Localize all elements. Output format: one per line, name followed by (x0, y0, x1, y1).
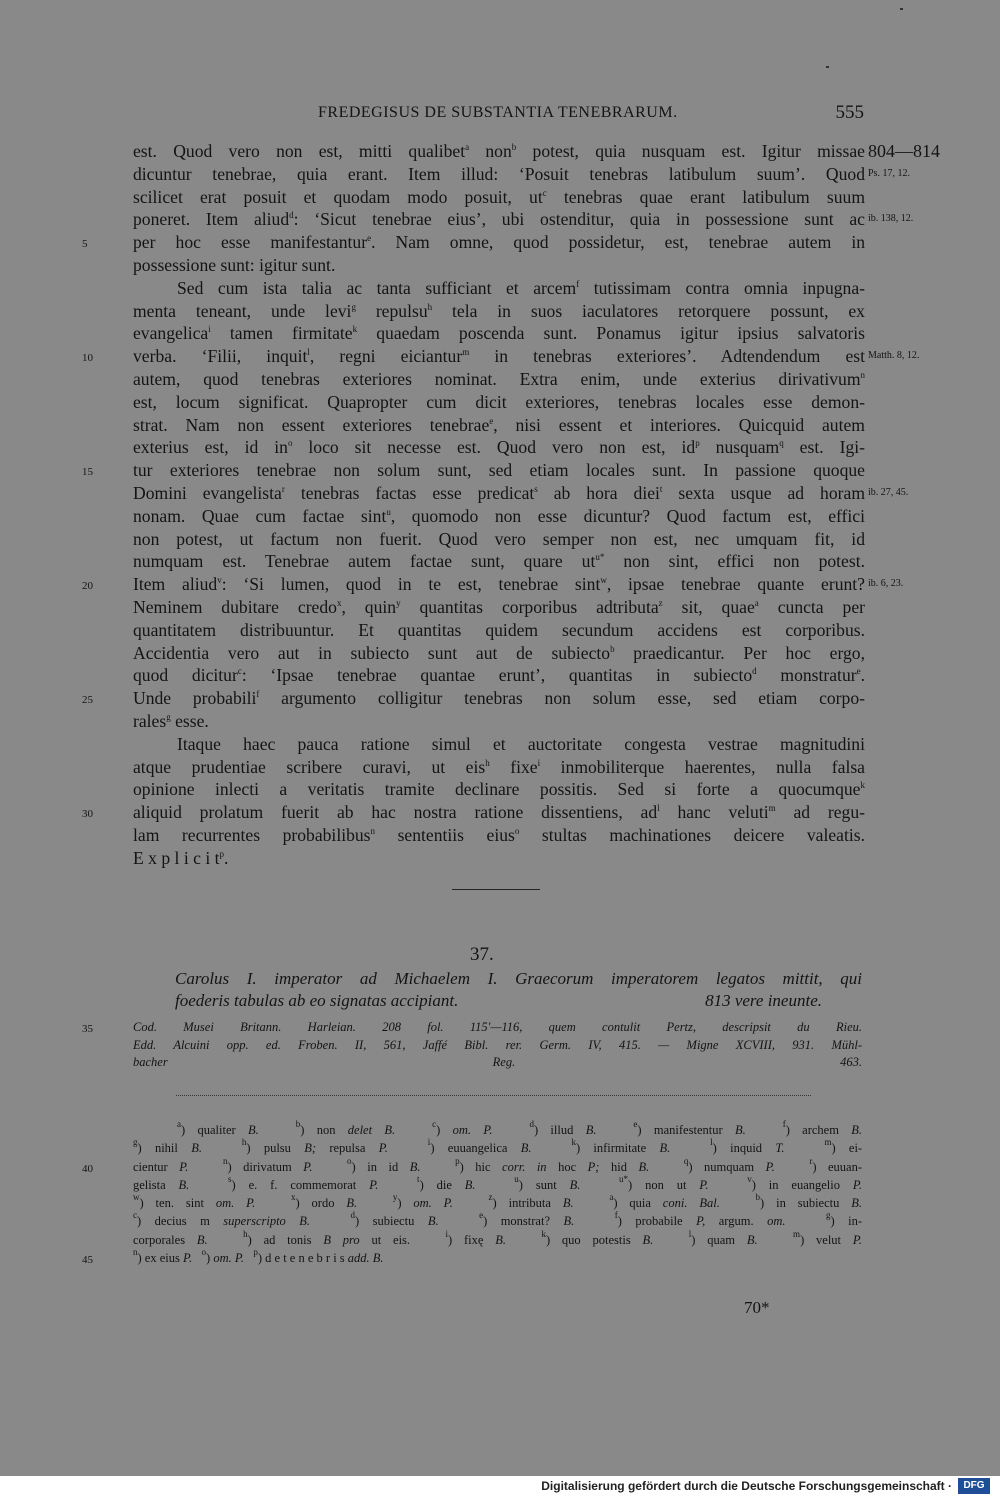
source-line (133, 1037, 862, 1055)
footnote-line (133, 1228, 863, 1249)
body-line (133, 300, 865, 323)
body-text: scilicet erat posuit et quodam modo posuit, $ut^c$ tenebras quae erant latibulum suum (133, 186, 866, 207)
line-number: 15 (82, 466, 93, 479)
source-line (82, 1019, 862, 1037)
scan-speck (826, 66, 829, 68)
section-divider (452, 889, 540, 890)
line-number: 35 (82, 1023, 93, 1035)
body-text: quantitatem distribuuntur. Et quantitas quidem secundum accidens est corporibus. (133, 619, 865, 640)
body-line (133, 528, 865, 551)
margin-reference: Ps. 17, 12. (868, 167, 910, 179)
line-number: 5 (82, 238, 88, 251)
body-line (133, 368, 865, 391)
source-line (133, 1054, 862, 1072)
body-line (133, 733, 865, 756)
body-text: menta teneant, unde levi$^g$ repulsu$^h$ tela in suos iaculatores retorquere possunt, ex (133, 300, 865, 321)
body-line (133, 254, 865, 277)
body-line (82, 459, 865, 482)
body-line (133, 756, 865, 779)
body-text: dicuntur tenebrae, quia erant. Item illud: ‘Posuit tenebras latibulum suum’. Quod (133, 163, 865, 184)
source-text: Edd. Alcuini opp. ed. Froben. II, 561, Jaffé Bibl. rer. Germ. IV, 415. — Migne XCVIII, 931. Mühl- (133, 1037, 862, 1052)
running-head (130, 104, 864, 128)
running-head-title: FREDEGISUS DE SUBSTANTIA TENEBRARUM. (318, 104, 678, 121)
body-line (133, 414, 865, 437)
document-title-line (175, 990, 862, 1012)
body-text: Sed cum ista talia ac tanta sufficiant et arcem$^f$ tutissimam contra omnia inpugna- (177, 277, 865, 298)
body-line (133, 186, 865, 209)
body-line (133, 710, 865, 733)
document-date: 813 vere ineunte. (705, 991, 822, 1010)
body-line (82, 573, 904, 596)
body-text: tur exteriores tenebrae non solum sunt, sed etiam locales sunt. In passione quoque (133, 460, 865, 481)
footnote-text: $^c$) decius m superscripto B. $^d$) subiectu B. $^e$) monstrat? B. $^f$) probabile P, argum. om. $^g$) in- (133, 1210, 862, 1229)
body-line (133, 550, 865, 573)
body-line (82, 231, 865, 254)
year-range: 804—814 (868, 141, 940, 161)
footnote-text: $^g$) nihil B. $^h$) pulsu B; repulsa P. $^i$) euuangelica B. $^k$) infirmitate B. $^l$) inquid T. $^m$) ei- (133, 1137, 863, 1156)
body-text: E x p l i c i $t^p$. (133, 847, 229, 868)
body-line (133, 140, 940, 163)
footnote-text: $^w$) ten. sint om. P. $^x$) ordo B. $^y$) om. P. $^z$) intributa B. $^a$) quia coni. Bal. $^b$) in subiectu B. (133, 1192, 863, 1211)
footnote-line (82, 1155, 863, 1176)
footnote-text: $^a$) qualiter B. $^b$) non delet B. $^c$) om. P. $^d$) illud B. $^e$) manifestentur B. $^f$) archem B. (177, 1119, 863, 1137)
line-number: 10 (82, 352, 93, 365)
body-line (133, 391, 865, 414)
line-number: 30 (82, 808, 93, 821)
footnote-separator (176, 1095, 811, 1096)
margin-reference: ib. 27, 45. (868, 486, 909, 498)
footnote-line (133, 1173, 863, 1194)
body-line (133, 505, 865, 528)
document-title (175, 968, 862, 1012)
body-text: Itaque haec pauca ratione simul et auctoritate congesta vestrae magnitudini (177, 733, 865, 754)
body-text: poneret. Item aliud$^d$: ‘Sicut tenebrae eius’, ubi ostenditur, quia in possessione sunt ac (133, 209, 865, 230)
body-text: Neminem dubitare credo$^x$, quin$^y$ quantitas corporibus adtributa$^z$ sit, quae$^a$ cuncta per (133, 596, 866, 617)
body-text: aliquid prolatum fuerit ab hac nostra ratione dissentiens, $ad^l$ hanc veluti$^m$ ad regu- (133, 802, 865, 823)
body-text: est. Quod vero non est, mitti qualibet$^a$ non$^b$ potest, quia nusquam est. Igitur missae (133, 141, 865, 161)
body-line (82, 687, 865, 710)
document-number: 37. (470, 944, 494, 965)
body-line (133, 642, 865, 665)
body-line (133, 163, 910, 186)
margin-reference: ib. 138, 12. (868, 213, 914, 225)
line-number: 40 (82, 1162, 93, 1175)
body-text: rales$^g$ esse. (133, 710, 209, 731)
document-title-line: Carolus I. imperator ad Michaelem I. Graecorum imperatorem legatos mittit, qui (175, 969, 862, 988)
body-line (133, 847, 865, 870)
margin-reference: Matth. 8, 12. (868, 350, 920, 362)
body-text: Domini evangelista$^r$ tenebras factas esse predicat$^s$ ab hora diei$^t$ sexta usque ad horam (133, 482, 866, 503)
body-text: per hoc esse manifestantur$^e$. Nam omne, quod possidetur, est, tenebrae autem in (133, 232, 865, 253)
body-text: numquam est. Tenebrae autem factae sunt, quare $ut^{u*}$ non sint, effici non potest. (133, 551, 865, 572)
source-notes (82, 1019, 862, 1072)
page-number: 555 (835, 102, 864, 123)
footer-bar (0, 1476, 1000, 1497)
footnote-text: cientur P. $^n$) dirivatum P. $^o$) in id B. $^p$) hic corr. in hoc P; hid B. $^q$) numquam P. $^r$) euuan- (133, 1155, 863, 1174)
footnote-text: $^n$) ex eius P. $^o$) om. P. $^p$) d e t e n e b r i s add. B. (133, 1247, 384, 1266)
body-text: possessione sunt: igitur sunt. (133, 254, 336, 275)
line-number: 20 (82, 580, 93, 593)
body-text: lam recurrentes probabilibus$^n$ sententiis eius$^o$ stultas machinationes deicere valeatis. (133, 824, 866, 845)
body-line (133, 277, 865, 300)
source-text: bacher Reg. 463. (133, 1055, 862, 1069)
body-text: exterius est, id $in^o$ loco sit necesse est. Quod vero non est, $id^p$ nusquam$^q$ est. Igi- (133, 437, 865, 458)
line-number: 45 (82, 1254, 93, 1267)
footnotes (82, 1119, 863, 1267)
margin-reference: ib. 6, 23. (868, 578, 904, 590)
body-text: verba. ‘Filii, inquit$^l$, regni eiciantur$^m$ in tenebras exteriores’. Adtendendum est (133, 346, 865, 367)
body-text: autem, quod tenebras exteriores nominat. Extra enim, unde exterius dirivativum$^n$ (133, 368, 865, 389)
footnote-text: corporales B. $^h$) ad tonis B pro ut eis. $^i$) fixę B. $^k$) quo potestis B. $^l$) quam B. $^m$) velut P. (133, 1228, 863, 1247)
body-line (133, 596, 865, 619)
footnote-line (133, 1139, 862, 1157)
body-text: Accidentia vero aut in subiecto sunt aut de subiecto$^b$ praedicantur. Per hoc ergo, (133, 642, 865, 663)
body-line (133, 436, 865, 459)
footnote-line (133, 1194, 862, 1212)
body-text: nonam. Quae cum factae sint$^u$, quomodo non esse dicuntur? Quod factum est, effici (133, 505, 865, 526)
document-title-text: foederis tabulas ab eo signatas accipiant. (175, 991, 459, 1010)
body-text: evangelica$^i$ tamen firmitate$^k$ quaedam poscenda sunt. Ponamus igitur ipsius salvatoris (133, 323, 866, 344)
body-text: atque prudentiae scribere curavi, ut eis$^h$ fixe$^i$ inmobiliterque haerentes, nulla falsa (133, 756, 865, 777)
body-text: non potest, ut factum non fuerit. Quod vero semper non est, nec umquam fit, id (133, 528, 865, 549)
scan-speck (900, 8, 903, 10)
body-text: Unde probabili$^f$ argumento colligitur tenebras non solum esse, sed etiam corpo- (133, 688, 865, 709)
footnote-line (82, 1247, 862, 1267)
body-line (133, 482, 909, 505)
footer-credit: Digitalisierung gefördert durch die Deutsche Forschungsgemeinschaft · (541, 1479, 952, 1493)
footnote-text: gelista B. $^s$) e. f. commemorat P. $^t$) die B. $^u$) sunt B. $^{u*}$) non ut P. $^v$) in euangelio P. (133, 1173, 863, 1192)
body-text (82, 140, 940, 870)
body-line (133, 208, 914, 231)
body-text: Item aliud$^v$: ‘Si lumen, quod in te est, tenebrae sint$^w$, ipsae tenebrae quante erunt? (133, 574, 865, 595)
body-line (82, 801, 865, 824)
body-text: strat. Nam non essent exteriores tenebrae$^e$, nisi essent et interiores. Quicquid autem (133, 414, 865, 435)
body-line (133, 619, 865, 642)
dfg-logo[interactable]: DFG (958, 1478, 990, 1494)
body-text: est, locum significat. Quapropter cum dicit exteriores, tenebras locales esse demon- (133, 391, 865, 412)
signature-mark: 70* (744, 1298, 770, 1317)
source-text: Cod. Musei Britann. Harleian. 208 fol. 115'—116, quem contulit Pertz, descripsit du Rieu. (133, 1020, 862, 1034)
body-line (133, 824, 865, 847)
body-text: opinione inlecti a veritatis tramite declinare possitis. Sed si forte a quocumque$^k$ (133, 779, 865, 800)
body-line (133, 664, 865, 687)
body-text: quod dicitur$^c$: ‘Ipsae tenebrae quantae erunt’, quantitas in subiecto$^d$ monstratur$^e$. (133, 665, 866, 686)
body-line (133, 778, 865, 801)
body-line (133, 322, 865, 345)
line-number: 25 (82, 694, 93, 707)
body-line (82, 345, 920, 368)
